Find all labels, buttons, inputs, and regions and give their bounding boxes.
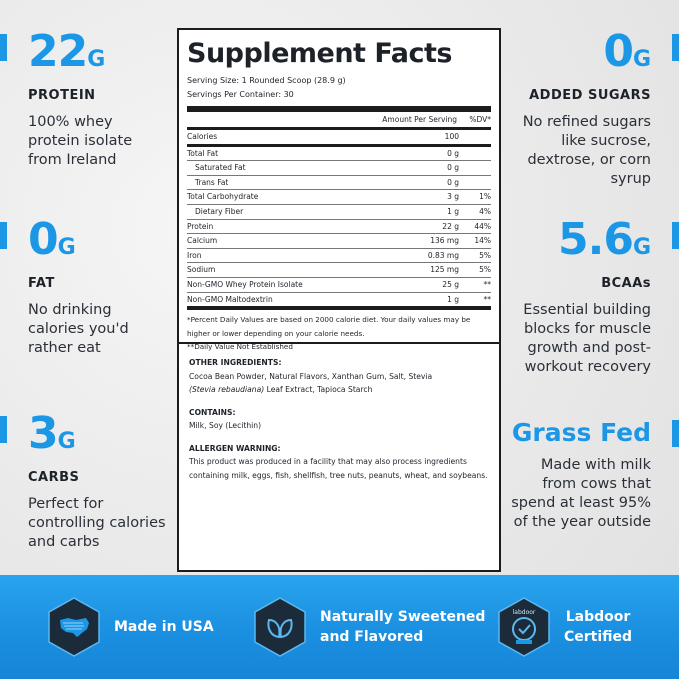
usa-map-icon [46, 596, 102, 658]
contains-text: Milk, Soy (Lecithin) [189, 421, 262, 430]
stat-label: ADDED SUGARS [529, 88, 651, 103]
contains-heading: CONTAINS: [189, 407, 236, 417]
stat-grass-fed [509, 418, 679, 532]
other-ingredients-text: Cocoa Bean Powder, Natural Flavors, Xanthan Gum, Salt, Stevia (Stevia rebaudiana) Leaf Extract, Tapioca Starch [189, 371, 433, 394]
stat-value: 3G [28, 408, 76, 459]
labdoor-icon [496, 596, 552, 658]
nutrient-daily-value: ** [483, 294, 491, 304]
nutrient-name: Dietary Fiber [195, 206, 244, 216]
accent-bar [0, 416, 7, 443]
facts-title: Supplement Facts [187, 38, 452, 69]
allergen-heading: ALLERGEN WARNING: [189, 443, 281, 453]
nutrient-daily-value: 14% [474, 236, 491, 246]
nutrient-amount: 125 mg [430, 265, 459, 275]
nutrient-amount: 22 g [442, 221, 459, 231]
badge-label: Labdoor Certified [564, 609, 633, 645]
facts-row [187, 249, 491, 264]
nutrient-daily-value: 5% [479, 250, 491, 260]
facts-column-header: Amount Per Serving %DV* [187, 112, 491, 130]
stat-label: PROTEIN [28, 88, 96, 103]
stat-description: Perfect for controlling calories and carbs [28, 496, 166, 550]
stat-label: FAT [28, 276, 55, 291]
stat-value: 0G [28, 214, 76, 265]
facts-rows [187, 130, 491, 310]
nutrient-daily-value [459, 130, 491, 144]
ingredients-section [189, 356, 489, 491]
nutrient-amount: 0 g [447, 148, 459, 158]
facts-row [187, 205, 491, 220]
nutrient-daily-value: 4% [479, 206, 491, 216]
nutrient-amount: 1 g [447, 294, 459, 304]
nutrient-daily-value: 1% [479, 192, 491, 202]
stat-label: CARBS [28, 470, 80, 485]
nutrient-name: Calcium [187, 236, 218, 246]
nutrient-amount: 3 g [447, 192, 459, 202]
nutrient-amount: 136 mg [430, 236, 459, 246]
nutrient-name: Protein [187, 221, 214, 231]
nutrient-amount: 1 g [447, 206, 459, 216]
nutrient-daily-value: ** [483, 279, 491, 289]
divider [179, 342, 499, 344]
nutrient-name: Non-GMO Maltodextrin [187, 294, 273, 304]
allergen-text: This product was produced in a facility that may also process ingredients containing milk, eggs, fish, shellfish, tree nuts, peanuts, wheat, and soybeans. [189, 457, 488, 480]
stat-description: Made with milk from cows that spend at least 95% of the year outside [511, 457, 651, 530]
serving-size: Serving Size: 1 Rounded Scoop (28.9 g) [187, 76, 346, 85]
nutrient-amount: 0.83 mg [427, 250, 459, 260]
nutrient-name: Trans Fat [195, 177, 229, 187]
accent-bar [0, 34, 7, 61]
nutrient-amount: 0 g [447, 163, 459, 173]
nutrient-name: Sodium [187, 265, 216, 275]
facts-row [187, 293, 491, 311]
badge-made-in-usa [46, 596, 214, 658]
nutrient-name: Non-GMO Whey Protein Isolate [187, 279, 303, 289]
stat-value: 0G [603, 26, 651, 77]
daily-value-not-established: **Daily Value Not Established [187, 342, 293, 352]
supplement-facts-panel [177, 28, 501, 572]
stat-value: Grass Fed [511, 418, 651, 447]
accent-bar [672, 222, 679, 249]
nutrient-name: Saturated Fat [195, 163, 246, 173]
nutrient-name: Total Fat [187, 148, 219, 158]
other-ingredients-heading: OTHER INGREDIENTS: [189, 358, 282, 367]
servings-per-container: Servings Per Container: 30 [187, 90, 294, 99]
nutrient-daily-value: 44% [474, 221, 491, 231]
stat-added-sugars [519, 26, 679, 189]
stat-fat [0, 214, 150, 358]
nutrient-daily-value [459, 176, 491, 190]
facts-row [187, 190, 491, 205]
stat-carbs [0, 408, 170, 552]
stat-bcaas [519, 214, 679, 377]
stat-description: No refined sugars like sucrose, dextrose, or corn syrup [522, 114, 651, 187]
nutrient-name: Iron [187, 250, 202, 260]
nutrient-name: Total Carbohydrate [187, 192, 259, 202]
stat-label: BCAAs [601, 276, 651, 291]
stat-value: 5.6G [557, 214, 651, 265]
nutrient-daily-value [459, 147, 491, 161]
nutrient-daily-value [459, 161, 491, 175]
nutrient-name: Calories [187, 132, 218, 141]
labdoor-mark: labdoor [512, 609, 536, 616]
nutrient-amount: 0 g [447, 177, 459, 187]
badge-naturally-sweetened [252, 596, 485, 658]
stat-description: Essential building blocks for muscle growth and post- workout recovery [523, 302, 651, 375]
accent-bar [672, 34, 679, 61]
facts-row [187, 234, 491, 249]
accent-bar [0, 222, 7, 249]
facts-row [187, 220, 491, 235]
badge-label: Naturally Sweetened and Flavored [320, 609, 486, 645]
facts-row [187, 278, 491, 293]
facts-row [187, 161, 491, 176]
facts-row [187, 147, 491, 162]
facts-row [187, 263, 491, 278]
facts-row [187, 176, 491, 191]
daily-value-footnote: *Percent Daily Values are based on 2000 calorie diet. Your daily values may be higher or lower depending on your calorie needs. [187, 315, 471, 338]
nutrient-amount: 25 g [442, 279, 459, 289]
accent-bar [672, 420, 679, 447]
facts-row [187, 130, 491, 147]
badge-label: Made in USA [114, 619, 214, 635]
nutrient-amount: 100 [444, 132, 459, 141]
leaf-icon [252, 596, 308, 658]
stat-description: 100% whey protein isolate from Ireland [28, 114, 133, 168]
stat-value: 22G [28, 26, 106, 77]
stat-description: No drinking calories you'd rather eat [28, 302, 129, 356]
stat-protein [0, 26, 150, 170]
badge-labdoor-certified [496, 596, 632, 658]
feature-band [0, 575, 679, 679]
nutrient-daily-value: 5% [479, 265, 491, 275]
